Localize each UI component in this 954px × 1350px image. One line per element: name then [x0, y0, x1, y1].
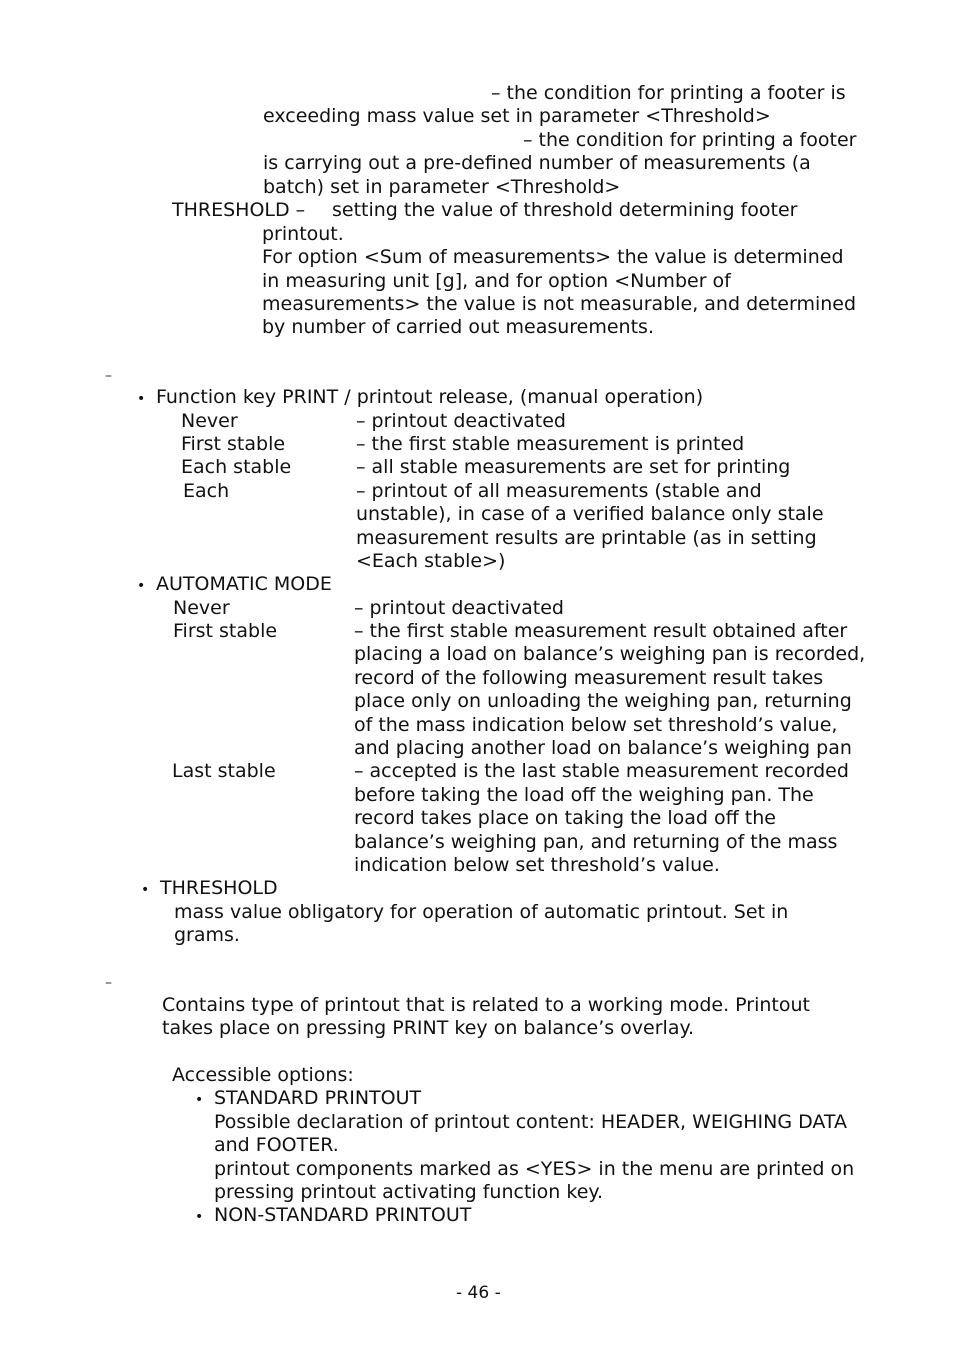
threshold-definition-line-3: For option <Sum of measurements> the value is determined — [262, 246, 844, 268]
threshold-definition-line-1: setting the value of threshold determining footer — [332, 199, 798, 221]
nonstandard-printout-heading: NON-STANDARD PRINTOUT — [214, 1204, 472, 1226]
manual-term-never: Never — [181, 410, 238, 432]
threshold-desc-line-1: mass value obligatory for operation of automatic printout. Set in — [174, 901, 789, 923]
footer-condition-line-1: – the condition for printing a footer is — [491, 82, 846, 104]
automatic-desc-first-stable-line-2: placing a load on balance’s weighing pan is recorded, — [354, 643, 866, 665]
manual-desc-each-line-1: – printout of all measurements (stable and — [356, 480, 762, 502]
manual-desc-each-stable: – all stable measurements are set for printing — [356, 456, 791, 478]
standard-printout-line-4: pressing printout activating function key. — [214, 1181, 603, 1203]
automatic-term-first-stable: First stable — [173, 620, 278, 642]
automatic-desc-last-stable-line-1: – accepted is the last stable measurement recorded — [354, 760, 849, 782]
threshold-term: THRESHOLD – — [172, 199, 306, 221]
manual-term-first-stable: First stable — [181, 433, 286, 455]
footer-condition-line-2: exceeding mass value set in parameter <Threshold> — [263, 105, 771, 127]
footer-condition-line-3: – the condition for printing a footer — [523, 129, 857, 151]
manual-term-each: Each — [183, 480, 230, 502]
accessible-options-label: Accessible options: — [172, 1064, 354, 1086]
page-number: - 46 - — [456, 1283, 501, 1303]
bullet-icon: • — [137, 391, 146, 407]
threshold-definition-line-5: measurements> the value is not measurable, and determined — [262, 293, 857, 315]
section-marker-dash: – — [105, 975, 112, 991]
automatic-term-never: Never — [173, 597, 230, 619]
threshold-definition-line-2: printout. — [262, 223, 344, 245]
automatic-mode-heading: AUTOMATIC MODE — [156, 573, 332, 595]
automatic-desc-last-stable-line-5: indication below set threshold’s value. — [354, 854, 720, 876]
manual-desc-each-line-2: unstable), in case of a verified balance only stale — [356, 503, 824, 525]
bullet-icon: • — [195, 1092, 204, 1108]
standard-printout-heading: STANDARD PRINTOUT — [214, 1087, 422, 1109]
automatic-desc-last-stable-line-4: balance’s weighing pan, and returning of the mass — [354, 831, 838, 853]
section-marker-dash: – — [105, 368, 112, 384]
manual-desc-each-line-4: <Each stable>) — [356, 550, 506, 572]
printout-intro-line-1: Contains type of printout that is related to a working mode. Printout — [162, 994, 810, 1016]
threshold-definition-line-4: in measuring unit [g], and for option <Number of — [262, 270, 731, 292]
automatic-desc-first-stable-line-5: of the mass indication below set threshold’s value, — [354, 714, 838, 736]
manual-desc-never: – printout deactivated — [356, 410, 566, 432]
bullet-icon: • — [195, 1209, 204, 1225]
footer-condition-line-5: batch) set in parameter <Threshold> — [263, 176, 621, 198]
printout-intro-line-2: takes place on pressing PRINT key on balance’s overlay. — [162, 1017, 695, 1039]
manual-desc-each-line-3: measurement results are printable (as in setting — [356, 527, 817, 549]
automatic-desc-last-stable-line-3: record takes place on taking the load off the — [354, 807, 776, 829]
manual-term-each-stable: Each stable — [181, 456, 292, 478]
standard-printout-line-3: printout components marked as <YES> in the menu are printed on — [214, 1158, 855, 1180]
manual-desc-first-stable: – the first stable measurement is printed — [356, 433, 745, 455]
automatic-term-last-stable: Last stable — [172, 760, 276, 782]
threshold-definition-line-6: by number of carried out measurements. — [262, 316, 654, 338]
threshold-heading: THRESHOLD — [160, 877, 278, 899]
standard-printout-line-1: Possible declaration of printout content: HEADER, WEIGHING DATA — [214, 1111, 848, 1133]
automatic-desc-first-stable-line-4: place only on unloading the weighing pan, returning — [354, 690, 852, 712]
manual-mode-heading: Function key PRINT / printout release, (manual operation) — [156, 386, 704, 408]
bullet-icon: • — [141, 882, 150, 898]
standard-printout-line-2: and FOOTER. — [214, 1134, 339, 1156]
automatic-desc-first-stable-line-1: – the first stable measurement result obtained after — [354, 620, 848, 642]
threshold-desc-line-2: grams. — [174, 924, 240, 946]
automatic-desc-never: – printout deactivated — [354, 597, 564, 619]
bullet-icon: • — [137, 578, 146, 594]
automatic-desc-first-stable-line-6: and placing another load on balance’s weighing pan — [354, 737, 852, 759]
automatic-desc-first-stable-line-3: record of the following measurement result takes — [354, 667, 824, 689]
automatic-desc-last-stable-line-2: before taking the load off the weighing pan. The — [354, 784, 814, 806]
footer-condition-line-4: is carrying out a pre-defined number of measurements (a — [263, 152, 811, 174]
